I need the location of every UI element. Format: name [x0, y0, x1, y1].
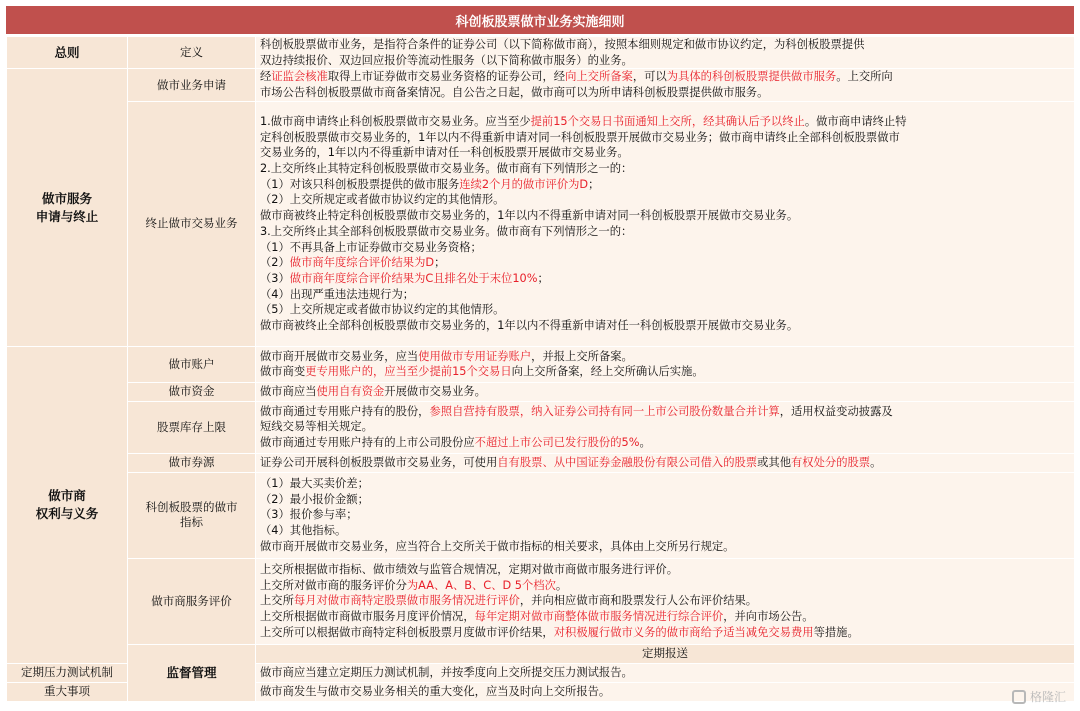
body-text: 上交所对做市商的服务评价分 [260, 578, 407, 592]
row-account [7, 346, 1075, 382]
body-text: 做市商通过专用账户持有的上市公司股份应 [260, 436, 475, 450]
body-text: 经 [260, 70, 272, 84]
highlight-text: 使用做市专用证券账户 [418, 349, 532, 363]
row-content-indicators [256, 472, 1075, 558]
highlight-text: 连续2个月的做市评价为D [459, 177, 589, 191]
highlight-text: 更专用账户的，应当至少提前15个交易日 [305, 365, 512, 379]
body-text: 上交所根据做市商做市服务月度评价情况， [260, 610, 475, 624]
content-line [260, 208, 1070, 224]
body-text: ，适用权益变动披露及 [779, 404, 893, 418]
section-supervision: 监督管理 [128, 644, 256, 701]
body-text: （2）最小报价金额； [260, 492, 369, 506]
row-content-funds [256, 382, 1075, 401]
row-label-definition: 定义 [128, 37, 256, 69]
body-text: 3.上交所终止其全部科创板股票做市交易业务。做市商有下列情形之一的： [260, 224, 633, 238]
body-text: （3） [260, 271, 290, 285]
content-line [260, 578, 1070, 594]
body-text: 做市商开展做市交易业务，应当符合上交所关于做市指标的相关要求，具体由上交所另行规定。 [260, 539, 735, 553]
rules-table [6, 36, 1075, 702]
body-text: 上交所 [260, 594, 294, 608]
body-text: ，并向相应做市商和股票发行人公布评价结果。 [519, 594, 758, 608]
content-line [260, 145, 1070, 161]
row-label-source: 做市券源 [128, 453, 256, 472]
highlight-text: 提前15个交易日书面通知上交所，经其确认后予以终止 [530, 114, 805, 128]
body-text: 证券公司开展科创板股票做市交易业务，可使用 [260, 455, 498, 469]
row-termination [7, 101, 1075, 346]
content-line [260, 404, 1070, 420]
content-line [260, 435, 1070, 451]
content-line [260, 476, 1070, 492]
body-text: （2） [260, 256, 290, 270]
body-text: 2.上交所终止其特定科创板股票做市交易业务。做市商有下列情形之一的： [260, 162, 633, 175]
content-line [260, 665, 1070, 681]
row-label-holding: 股票库存上限 [128, 401, 256, 453]
highlight-text: 每月对做市商特定股票做市服务情况进行评价 [293, 594, 520, 608]
row-content-holding [256, 401, 1075, 453]
content-line [260, 302, 1070, 318]
table-title: 科创板股票做市业务实施细则 [6, 6, 1074, 34]
body-text: 做市商变 [260, 365, 306, 379]
highlight-text: 向上交所备案 [565, 70, 633, 84]
body-text: 做市商应当 [260, 384, 317, 398]
body-text: 双边持续报价、双边回应报价等流动性服务（以下简称做市服务）的业务。 [260, 53, 633, 67]
content-line [260, 384, 1070, 400]
content-line [260, 364, 1070, 380]
body-text: ，并向市场公告。 [723, 610, 814, 624]
body-text: 。 [870, 455, 882, 469]
highlight-text: 做市商年度综合评价结果为C且排名处于末位10% [289, 271, 538, 285]
body-text: 或其他 [757, 455, 791, 469]
row-application [7, 69, 1075, 101]
section-rights [7, 346, 128, 663]
row-label-application: 做市业务申请 [128, 69, 256, 101]
section-apply-text: 做市服务 申请与终止 [35, 190, 99, 224]
row-content-definition [256, 37, 1075, 69]
highlight-text: 为AA、A、B、C、D 5个档次 [406, 578, 556, 592]
content-line [260, 53, 1070, 69]
row-label-stress: 定期压力测试机制 [7, 663, 128, 682]
row-content-source [256, 453, 1075, 472]
row-label-indicators-text: 科创板股票的做市 指标 [145, 500, 238, 530]
content-line [260, 492, 1070, 508]
row-content-account [256, 346, 1075, 382]
body-text: 。做市商申请终止特 [804, 114, 907, 128]
body-text: 。 [639, 436, 651, 450]
body-text: （5）上交所规定或者做市协议约定的其他情形。 [260, 303, 505, 317]
content-line [260, 684, 1070, 700]
row-label-evaluation: 做市商服务评价 [128, 558, 256, 644]
body-text: 1.做市商申请终止科创板股票做市交易业务。应当至少 [260, 114, 531, 128]
highlight-text: 对积极履行做市义务的做市商给予适当减免交易费用 [553, 625, 814, 639]
content-line [260, 224, 1070, 240]
body-text: ，并报上交所备案。 [531, 349, 633, 363]
content-line [260, 523, 1070, 539]
row-content-major [256, 682, 1075, 701]
content-line [260, 130, 1070, 146]
content-line [260, 609, 1070, 625]
highlight-text: 证监会核准 [271, 70, 328, 84]
highlight-text: 参照自营持有股票，纳入证券公司持有同一上市公司股份数量合并计算 [429, 404, 780, 418]
content-line [260, 37, 1070, 53]
content-line [260, 240, 1070, 256]
row-evaluation [7, 558, 1075, 644]
body-text: 上交所可以根据做市商特定科创板股票月度做市评价结果， [260, 625, 554, 639]
body-text: 做市商通过专用账户持有的股份， [260, 404, 430, 418]
section-general: 总则 [7, 37, 128, 69]
row-label-termination: 终止做市交易业务 [128, 101, 256, 346]
row-definition [7, 37, 1075, 69]
row-source [7, 453, 1075, 472]
body-text: 短线交易等相关规定。 [260, 420, 373, 434]
row-label-major: 重大事项 [7, 682, 128, 701]
row-content-termination [256, 101, 1075, 346]
body-text: 做市商被终止特定科创板股票做市交易业务的，1年以内不得重新申请对同一科创板股票开展做市交易业务。 [260, 209, 799, 223]
row-label-funds: 做市资金 [128, 382, 256, 401]
watermark-logo-icon [1012, 690, 1026, 704]
body-text: （3）报价参与率； [260, 508, 358, 522]
body-text: 取得上市证券做市交易业务资格的证券公司，经 [327, 70, 566, 84]
content-line [260, 192, 1070, 208]
row-label-indicators [128, 472, 256, 558]
body-text: （1）不再具备上市证券做市交易业务资格； [260, 240, 482, 254]
body-text: ； [588, 177, 600, 191]
row-content-evaluation [256, 558, 1075, 644]
body-text: 向上交所备案，经上交所确认后实施。 [511, 365, 704, 379]
body-text: ； [434, 256, 446, 270]
body-text: ； [537, 271, 549, 285]
highlight-text: 做市商年度综合评价结果为D [289, 256, 435, 270]
content-line [260, 287, 1070, 303]
body-text: 做市商发生与做市交易业务相关的重大变化，应当及时向上交所报告。 [260, 684, 611, 698]
body-text: （4）出现严重违法违规行为； [260, 287, 415, 301]
watermark-text: 格隆汇 [1029, 690, 1066, 704]
body-text: 做市商被终止全部科创板股票做市交易业务的，1年以内不得重新申请对任一科创板股票开展做市交易业务。 [260, 319, 799, 333]
content-line [260, 455, 1070, 471]
content-line [260, 539, 1070, 555]
body-text: 做市商开展做市交易业务，应当 [260, 349, 419, 363]
body-text: 做市商应当建立定期压力测试机制，并按季度向上交所提交压力测试报告。 [260, 665, 633, 679]
body-text: 上交所根据做市指标、做市绩效与监管合规情况，定期对做市商做市服务进行评价。 [260, 563, 678, 577]
content-line [260, 349, 1070, 365]
content-line [260, 625, 1070, 641]
content-line [260, 593, 1070, 609]
content-line [260, 161, 1070, 177]
highlight-text: 使用自有资金 [316, 384, 385, 398]
body-text: （2）上交所规定或者做市协议约定的其他情形。 [260, 193, 505, 207]
body-text: ，可以 [632, 70, 667, 84]
content-line [260, 114, 1070, 130]
body-text: （1）最大买卖价差； [260, 477, 369, 491]
section-rights-text: 做市商 权利与义务 [35, 487, 99, 521]
highlight-text: 为具体的科创板股票提供做市服务 [666, 70, 837, 84]
body-text: 科创板股票做市业务，是指符合条件的证券公司（以下简称做市商），按照本细则规定和做市协议约定，为科创板股票提供 [260, 38, 865, 51]
row-label-account: 做市账户 [128, 346, 256, 382]
body-text: 。上交所向 [836, 70, 893, 84]
row-content-stress [256, 663, 1075, 682]
content-line [260, 69, 1070, 85]
body-text: 市场公告科创板股票做市商备案情况。自公告之日起，做市商可以为所申请科创板股票提供做市服务。 [260, 86, 769, 100]
watermark [1012, 688, 1066, 705]
row-funds [7, 382, 1075, 401]
content-line [260, 419, 1070, 435]
content-line [260, 271, 1070, 287]
content-line [260, 85, 1070, 101]
body-text: 开展做市交易业务。 [384, 384, 486, 398]
row-holding [7, 401, 1075, 453]
content-line [260, 177, 1070, 193]
highlight-text: 自有股票、从中国证券金融股份有限公司借入的股票 [497, 455, 758, 469]
body-text: 定科创板股票做市交易业务的，1年以内不得重新申请对同一科创板股票开展做市交易业务；做市商申请终止全部科创板股票做市 [260, 130, 900, 144]
body-text: （4）其他指标。 [260, 524, 347, 538]
highlight-text: 每年定期对做市商整体做市服务情况进行综合评价 [474, 610, 724, 624]
row-report [7, 644, 1075, 663]
row-indicators [7, 472, 1075, 558]
highlight-text: 不超过上市公司已发行股份的5% [474, 436, 640, 450]
highlight-text: 有权处分的股票 [791, 455, 871, 469]
body-text: 等措施。 [813, 625, 859, 639]
row-content-application [256, 69, 1075, 101]
section-apply [7, 69, 128, 346]
body-text: 。 [555, 578, 568, 592]
content-line [260, 507, 1070, 523]
content-line [260, 255, 1070, 271]
body-text: 交易业务的，1年以内不得重新申请对任一科创板股票开展做市交易业务。 [260, 146, 629, 160]
body-text: （1）对该只科创板股票提供的做市服务 [260, 177, 460, 191]
row-label-report: 定期报送 [256, 644, 1075, 663]
content-line [260, 562, 1070, 578]
content-line [260, 318, 1070, 334]
